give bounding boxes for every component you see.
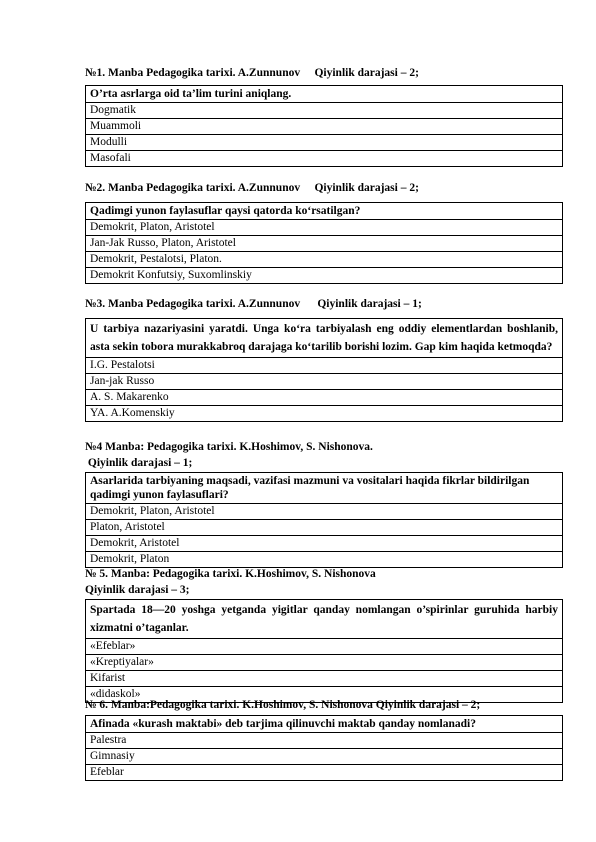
- question-6-option-3: Efeblar: [86, 765, 563, 781]
- question-2-option-3: Demokrit, Pestalotsi, Platon.: [86, 252, 563, 268]
- question-4-option-2: Platon, Aristotel: [86, 520, 563, 536]
- question-3-option-3: A. S. Makarenko: [86, 390, 563, 406]
- question-4-heading: №4 Manba: Pedagogika tarixi. K.Hoshimov, S. Nishonova.: [85, 441, 373, 453]
- question-1-table: [85, 85, 563, 167]
- question-5-option-2: «Kreptiyalar»: [86, 655, 563, 671]
- question-5-option-1: «Efeblar»: [86, 639, 563, 655]
- question-5-table: [85, 599, 563, 703]
- question-1-option-2: Muammoli: [86, 119, 563, 135]
- question-3-option-4: YA. A.Komenskiy: [86, 406, 563, 422]
- question-2-table: [85, 202, 563, 284]
- question-4-table: [85, 472, 563, 568]
- question-1-option-1: Dogmatik: [86, 103, 563, 119]
- question-1-option-4: Masofali: [86, 151, 563, 167]
- question-2-heading: №2. Manba Pedagogika tarixi. A.Zunnunov Qiyinlik darajasi – 2;: [85, 182, 419, 194]
- question-4-text: Asarlarida tarbiyaning maqsadi, vazifasi mazmuni va vositalari haqida fikrlar bildirilgan qadimgi yunon faylasuflari?: [86, 473, 563, 504]
- question-3-heading: №3. Manba Pedagogika tarixi. A.Zunnunov Qiyinlik darajasi – 1;: [85, 298, 422, 310]
- question-6-heading: № 6. Manba:Pedagogika tarixi. K.Hoshimov, S. Nishonova Qiyinlik darajasi – 2;: [85, 699, 481, 711]
- question-5-text: Spartada 18—20 yoshga yetganda yigitlar qanday nomlangan o’spirinlar guruhida harbiy xizmatni o’taganlar.: [86, 600, 563, 639]
- question-2-option-2: Jan-Jak Russo, Platon, Aristotel: [86, 236, 563, 252]
- question-3-option-1: I.G. Pestalotsi: [86, 358, 563, 374]
- question-6-table: [85, 715, 563, 781]
- question-1-heading: №1. Manba Pedagogika tarixi. A.Zunnunov Qiyinlik darajasi – 2;: [85, 67, 419, 79]
- question-1-option-3: Modulli: [86, 135, 563, 151]
- question-5-heading: № 5. Manba: Pedagogika tarixi. K.Hoshimov, S. Nishonova: [85, 568, 376, 580]
- question-6-option-1: Palestra: [86, 733, 563, 749]
- question-2-option-1: Demokrit, Platon, Aristotel: [86, 220, 563, 236]
- question-6-option-2: Gimnasiy: [86, 749, 563, 765]
- question-3-option-2: Jan-jak Russo: [86, 374, 563, 390]
- question-5-difficulty: Qiyinlik darajasi – 3;: [85, 584, 190, 596]
- question-3-text: U tarbiya nazariyasini yaratdi. Unga ko‘ra tarbiyalash eng oddiy elementlardan boshlanib, asta sekin tobora murakkabroq darajaga ko‘tarilib borishi lozim. Gap kim haqida ketmoqda?: [86, 319, 563, 358]
- question-2-text: Qadimgi yunon faylasuflar qaysi qatorda ko‘rsatilgan?: [86, 203, 563, 220]
- question-6-text: Afinada «kurash maktabi» deb tarjima qilinuvchi maktab qanday nomlanadi?: [86, 716, 563, 733]
- question-2-option-4: Demokrit Konfutsiy, Suxomlinskiy: [86, 268, 563, 284]
- question-5-option-4: «didaskol»: [86, 687, 563, 703]
- question-3-table: [85, 318, 563, 422]
- question-4-difficulty: Qiyinlik darajasi – 1;: [85, 457, 193, 469]
- question-5-option-3: Kifarist: [86, 671, 563, 687]
- question-4-option-1: Demokrit, Platon, Aristotel: [86, 504, 563, 520]
- question-4-option-4: Demokrit, Platon: [86, 552, 563, 568]
- question-1-text: O’rta asrlarga oid ta’lim turini aniqlang.: [86, 86, 563, 103]
- question-4-option-3: Demokrit, Aristotel: [86, 536, 563, 552]
